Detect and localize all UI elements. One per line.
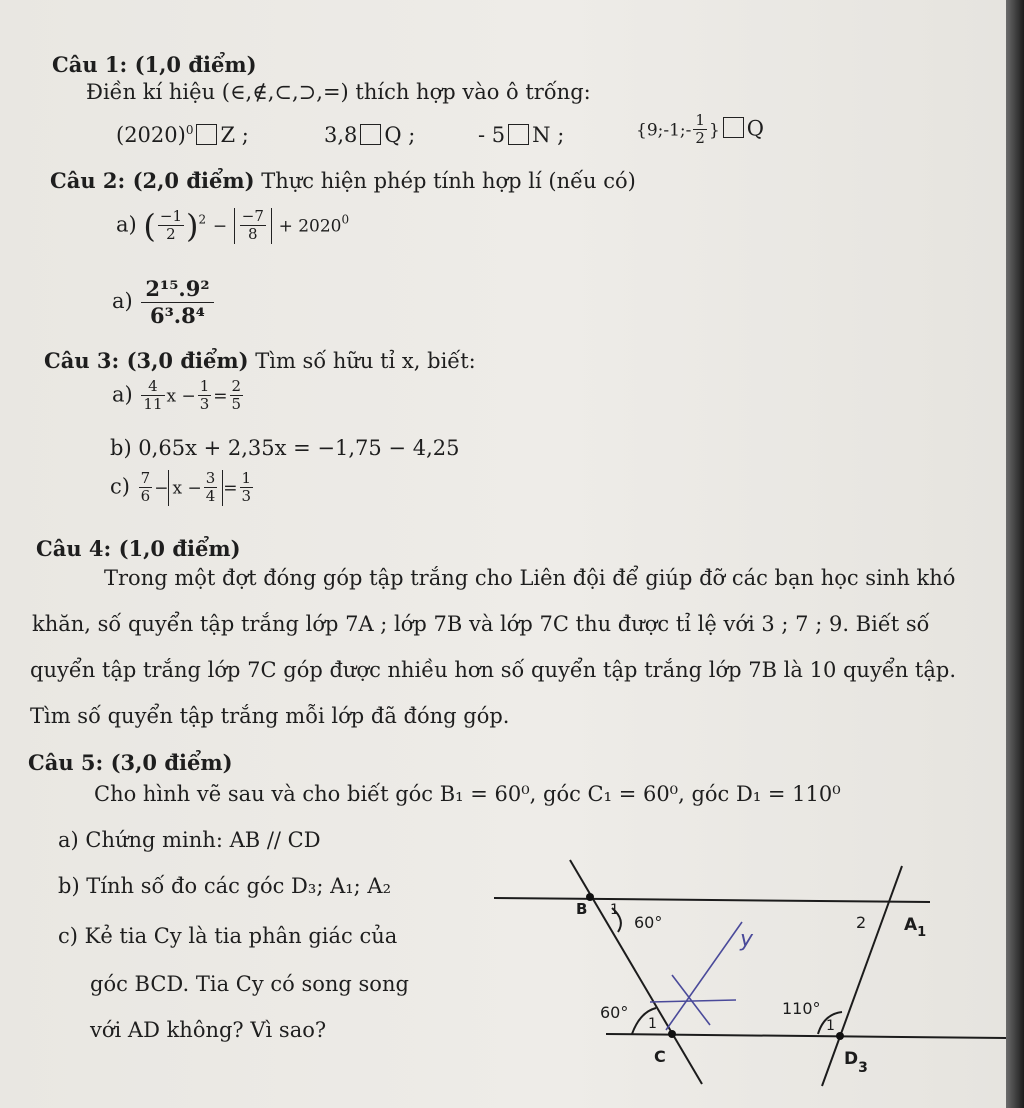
- line-ab: [494, 898, 930, 902]
- q4-line-3: quyển tập trắng lớp 7C góp được nhiều hơn số quyển tập trắng lớp 7B là 10 quyển tập.: [30, 658, 957, 682]
- q5-part-b: b) Tính số đo các góc D₃; A₁; A₂: [58, 874, 391, 898]
- ray-cy: [666, 922, 742, 1030]
- label-c1: 1: [648, 1016, 657, 1032]
- q1-item-2: 3,8 Q ;: [324, 123, 416, 147]
- q3-part-a: a) $\frac{4}{11}$ x − $\frac{1}{3}$ = $\frac{2}{5}$: [112, 377, 242, 414]
- label-60-bottom: 60°: [600, 1003, 629, 1022]
- q1-instruction: Điền kí hiệu (∈,∉,⊂,⊃,=) thích hợp vào ô trống:: [86, 80, 591, 104]
- q4-line-1: Trong một đợt đóng góp tập trắng cho Liên đội để giúp đỡ các bạn học sinh khó: [104, 566, 956, 590]
- label-2: 2: [856, 913, 867, 932]
- q4-line-2: khăn, số quyển tập trắng lớp 7A ; lớp 7B và lớp 7C thu được tỉ lệ với 3 ; 7 ; 9. Biết số: [32, 612, 930, 636]
- q1-item-3: - 5 N ;: [478, 123, 565, 147]
- q5-part-a: a) Chứng minh: AB // CD: [58, 828, 321, 852]
- q4-line-4: Tìm số quyển tập trắng mỗi lớp đã đóng góp.: [30, 704, 510, 728]
- label-b: B: [576, 900, 588, 918]
- q3-part-c: c) $\frac{7}{6}$ − x − $\frac{3}{4}$ = $\frac{1}{3}$: [110, 469, 252, 506]
- q3-heading: Câu 3: (3,0 điểm) Tìm số hữu tỉ x, biết:: [44, 348, 476, 373]
- label-60-top: 60°: [634, 913, 663, 932]
- q4-title: Câu 4: (1,0 điểm): [36, 536, 241, 561]
- label-d1: 1: [826, 1018, 835, 1034]
- q1-title: Câu 1: (1,0 điểm): [52, 52, 257, 77]
- q1-item-1: $(2020)^0$ Z ;: [116, 123, 249, 147]
- label-c: C: [654, 1047, 666, 1066]
- q5-part-c-line-1: c) Kẻ tia Cy là tia phân giác của: [58, 924, 398, 948]
- label-b1: 1: [610, 902, 619, 918]
- point-c: [668, 1030, 676, 1038]
- label-y: y: [740, 927, 754, 952]
- point-d: [836, 1032, 844, 1040]
- page-edge-shadow: [1006, 0, 1024, 1108]
- q1-item-4: {9;-1;- $\frac{1}{2}$ } Q: [636, 111, 764, 148]
- q5-part-c-line-3: với AD không? Vì sao?: [90, 1018, 327, 1042]
- q2-part-b: a) $\frac{\text{2¹⁵.9²}}{\text{6³.8⁴}}$: [112, 276, 216, 329]
- q2-heading: Câu 2: (2,0 điểm) Thực hiện phép tính hợp lí (nếu có): [50, 168, 636, 193]
- q5-intro: Cho hình vẽ sau và cho biết góc B₁ = 60⁰, góc C₁ = 60⁰, góc D₁ = 110⁰: [94, 782, 841, 806]
- label-110: 110°: [782, 999, 821, 1018]
- label-a: $A_1$: [904, 915, 927, 940]
- q3-part-b: b) 0,65x + 2,35x = −1,75 − 4,25: [110, 436, 460, 460]
- q5-part-c-line-2: góc BCD. Tia Cy có song song: [90, 972, 409, 996]
- line-cd: [606, 1034, 1006, 1038]
- q2-part-a: a) ( $\frac{-1}{2}$ )$^2$ − $\frac{-7}{8}$ + $2020^0$: [116, 206, 350, 245]
- q5-title: Câu 5: (3,0 điểm): [28, 750, 233, 775]
- label-d: $D_3$: [844, 1049, 868, 1076]
- line-ad: [822, 866, 902, 1086]
